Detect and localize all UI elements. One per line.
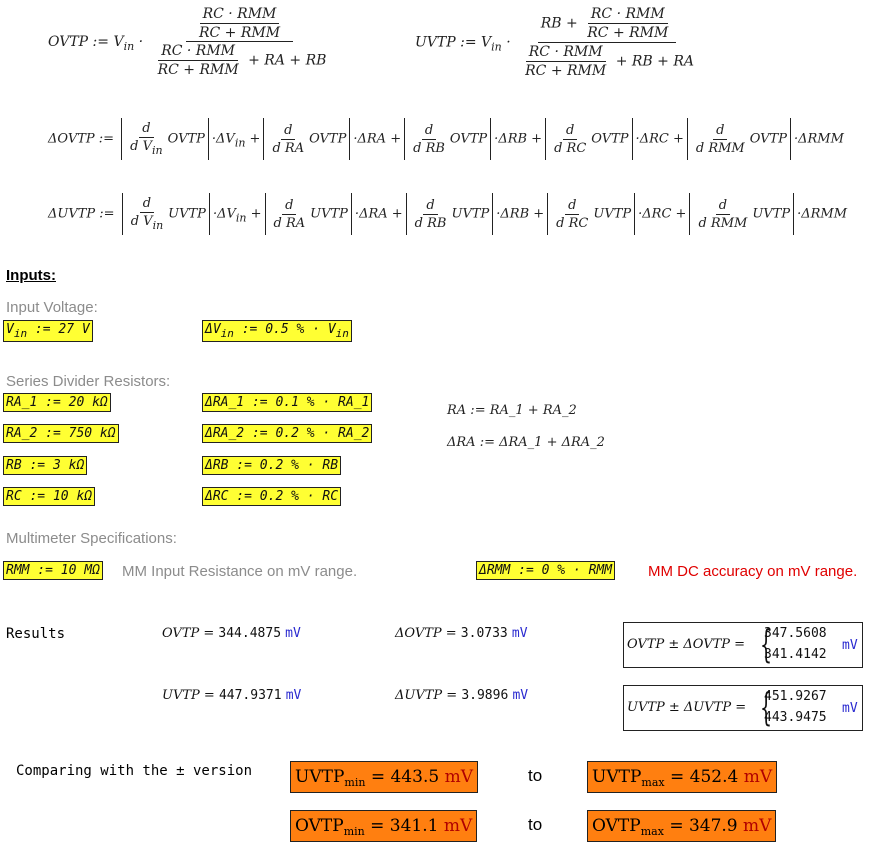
delta-rmm-definition[interactable]: ΔRMM := 0 % · RMM: [476, 561, 615, 580]
delta-rc-definition[interactable]: ΔRC := 0.2 % · RC: [202, 487, 341, 506]
delta-ra-sum: ΔRA := ΔRA_1 + ΔRA_2: [447, 435, 605, 450]
ra-sum: RA := RA_1 + RA_2: [447, 403, 577, 418]
rmm-definition[interactable]: RMM := 10 MΩ: [3, 561, 103, 580]
uvtp-pm-box: UVTP ± ΔUVTP = { 451.9267 443.9475 mV: [623, 685, 863, 731]
delta-rb-definition[interactable]: ΔRB := 0.2 % · RB: [202, 456, 341, 475]
drmm-note: MM DC accuracy on mV range.: [648, 563, 858, 580]
ovtp-lhs: OVTP: [48, 34, 89, 50]
rb-definition[interactable]: RB := 3 kΩ: [3, 456, 87, 475]
results-label: Results: [6, 626, 66, 642]
delta-ra1-definition[interactable]: ΔRA_1 := 0.1 % · RA_1: [202, 393, 372, 412]
delta-ovtp-equation: ΔOVTP := $\frac{d}{d V_{in}}$ OVTP $\cdot\Delta V_{in}$ + $\frac{d}{\text{d RA}}$ OVTP ·ΔRA + $\frac{d}{\text{d RB}}$ OVTP ·ΔRB + $\frac{d}{\text{d RC}}$ OVTP ·ΔRC + $\frac{d}{\text{d RMM}}$ OVTP ·ΔRMM: [48, 118, 844, 160]
to-label-1: to: [528, 766, 543, 785]
ovtp-pm-box: OVTP ± ΔOVTP = { 347.5608 341.4142 mV: [623, 622, 863, 668]
delta-ovtp-result: ΔOVTP = 3.0733 mV: [395, 626, 528, 641]
uvtp-lhs: UVTP: [415, 34, 456, 51]
ovtp-min-box: $OVTP_{min} = 341.1$ mV: [290, 810, 477, 842]
rmm-note: MM Input Resistance on mV range.: [122, 563, 358, 580]
vin-definition[interactable]: $V_{in}$ := 27 V: [3, 320, 93, 342]
ovtp-result: OVTP = 344.4875 mV: [162, 626, 301, 641]
delta-uvtp-result: ΔUVTP = 3.9896 mV: [395, 688, 529, 703]
ra2-definition[interactable]: RA_2 := 750 kΩ: [3, 424, 119, 443]
multimeter-label: Multimeter Specifications:: [6, 530, 177, 547]
ra1-definition[interactable]: RA_1 := 20 kΩ: [3, 393, 111, 412]
delta-uvtp-equation: ΔUVTP := $\frac{d}{d V_{in}}$ UVTP $\cdot\Delta V_{in}$ + $\frac{d}{\text{d RA}}$ UVTP ·ΔRA + $\frac{d}{\text{d RB}}$ UVTP ·ΔRB + $\frac{d}{\text{d RC}}$ UVTP ·ΔRC + $\frac{d}{\text{d RMM}}$ UVTP ·ΔRMM: [48, 193, 847, 235]
ovtp-definition: OVTP := $V_{in}$ · $\frac{\text{RC · RMM}}{\text{RC + RMM}}$ $\frac{\text{RC · RMM}}{\text{RC + RMM}}$ + RA + RB: [48, 6, 327, 78]
uvtp-definition: UVTP := $V_{in}$ · RB + $\frac{\text{RC · RMM}}{\text{RC + RMM}}$ $\frac{\text{RC · RMM}}{\text{RC + RMM}}$ + RB + RA: [415, 6, 694, 79]
uvtp-result: UVTP = 447.9371 mV: [162, 688, 302, 703]
rc-definition[interactable]: RC := 10 kΩ: [3, 487, 95, 506]
uvtp-min-box: $UVTP_{min} = 443.5$ mV: [290, 761, 478, 793]
inputs-heading: Inputs:: [6, 267, 56, 284]
series-resistors-label: Series Divider Resistors:: [6, 373, 171, 390]
ovtp-max-box: $OVTP_{max} = 347.9$ mV: [587, 810, 776, 842]
delta-ra2-definition[interactable]: ΔRA_2 := 0.2 % · RA_2: [202, 424, 372, 443]
comparison-label: Comparing with the ± version: [16, 763, 253, 779]
uvtp-max-box: $UVTP_{max} = 452.4$ mV: [587, 761, 777, 793]
input-voltage-label: Input Voltage:: [6, 299, 98, 316]
delta-vin-definition[interactable]: $\Delta V_{in}$ := 0.5 % · $V_{in}$: [202, 320, 352, 342]
to-label-2: to: [528, 815, 543, 834]
